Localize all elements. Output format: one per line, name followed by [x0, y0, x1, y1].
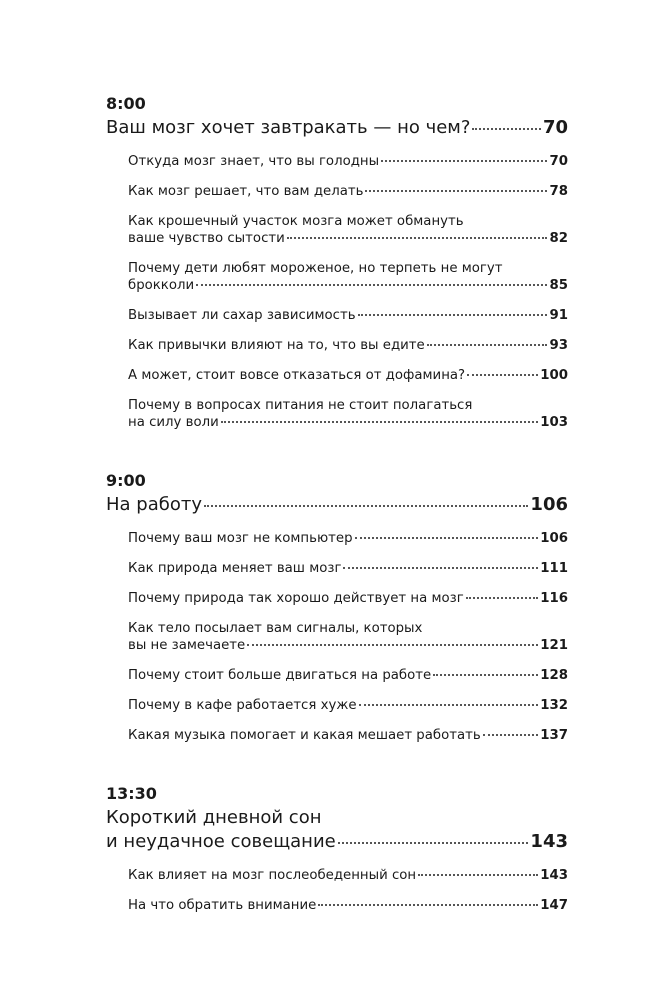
chapter-title-line: Короткий дневной сон: [106, 807, 322, 828]
page-number: 93: [549, 338, 568, 353]
dot-leader: [358, 314, 548, 316]
subsection-title: ваше чувство сытости: [128, 231, 285, 246]
subsection-line: [128, 667, 568, 684]
subsection-title: Как природа меняет ваш мозг: [128, 561, 342, 576]
page-number: 82: [549, 231, 568, 246]
subsection-line: [128, 230, 568, 247]
subsection-line: [128, 367, 568, 384]
subsection-title: На что обратить внимание: [128, 898, 317, 913]
chapter-entry: [106, 116, 568, 140]
subsection-entry: [128, 307, 568, 324]
section-time: 8:00: [106, 94, 146, 113]
subsection-entry: [128, 590, 568, 607]
subsection-title: Как влияет на мозг послеобеденный сон: [128, 868, 417, 883]
table-of-contents: [106, 94, 568, 954]
page-number: 147: [540, 898, 568, 913]
dot-leader: [343, 567, 538, 569]
subsection-title-line: Как крошечный участок мозга может обмануть: [128, 214, 464, 229]
subsection-title-line: Как тело посылает вам сигналы, которых: [128, 621, 423, 636]
section-time: 13:30: [106, 784, 157, 803]
dot-leader: [196, 284, 547, 286]
subsection-entry: [128, 213, 568, 247]
dot-leader: [466, 597, 539, 599]
subsection-entry: [128, 697, 568, 714]
subsection-line: [128, 530, 568, 547]
toc-section: [106, 471, 568, 744]
dot-leader: [365, 190, 547, 192]
toc-section: [106, 784, 568, 914]
subsection-line: [128, 153, 568, 170]
dot-leader: [433, 674, 538, 676]
subsection-line: [128, 307, 568, 324]
page-number: 116: [540, 591, 568, 606]
subsection-line: [128, 897, 568, 914]
subsection-line: [128, 727, 568, 744]
chapter-title: и неудачное совещание: [106, 831, 336, 852]
subsection-title: Вызывает ли сахар зависимость: [128, 308, 356, 323]
subsection-title: вы не замечаете: [128, 638, 246, 653]
page-number: 100: [540, 368, 568, 383]
subsection-entry: [128, 727, 568, 744]
page-number: 106: [540, 531, 568, 546]
page-number: 85: [549, 278, 568, 293]
page-number: 143: [540, 868, 568, 883]
subsection-entry: [128, 367, 568, 384]
dot-leader: [355, 537, 539, 539]
subsection-entry: [128, 667, 568, 684]
subsection-title: брокколи: [128, 278, 195, 293]
subsection-line: [128, 337, 568, 354]
dot-leader: [247, 644, 538, 646]
dot-leader: [338, 842, 529, 844]
subsection-line: [128, 277, 568, 294]
subsection-title: Почему стоит больше двигаться на работе: [128, 668, 432, 683]
subsection-line: [128, 414, 568, 431]
subsection-line: [128, 697, 568, 714]
subsection-title-line: Почему в вопросах питания не стоит полагаться: [128, 398, 473, 413]
subsection-title: Какая музыка помогает и какая мешает работать: [128, 728, 481, 743]
subsection-title-line: Почему дети любят мороженое, но терпеть не могут: [128, 261, 503, 276]
subsection-entry: [128, 397, 568, 431]
chapter-entry: [106, 806, 568, 854]
page-number: 121: [540, 638, 568, 653]
dot-leader: [287, 237, 548, 239]
subsection-entry: [128, 260, 568, 294]
subsection-title: Как мозг решает, что вам делать: [128, 184, 364, 199]
page-number: 70: [542, 117, 568, 138]
subsection-entry: [128, 867, 568, 884]
page-number: 91: [549, 308, 568, 323]
page-number: 70: [549, 154, 568, 169]
subsection-entry: [128, 337, 568, 354]
dot-leader: [221, 421, 539, 423]
page-number: 128: [540, 668, 568, 683]
dot-leader: [467, 374, 538, 376]
subsection-entry: [128, 183, 568, 200]
page-number: 132: [540, 698, 568, 713]
chapter-line: [106, 830, 568, 854]
subsection-title: Почему ваш мозг не компьютер: [128, 531, 353, 546]
chapter-line: [106, 116, 568, 140]
subsection-title: Почему в кафе работается хуже: [128, 698, 357, 713]
chapter-title: На работу: [106, 494, 202, 515]
dot-leader: [381, 160, 547, 162]
subsection-line: [128, 183, 568, 200]
subsection-title: на силу воли: [128, 415, 219, 430]
subsection-title: Откуда мозг знает, что вы голодны: [128, 154, 380, 169]
subsection-line: [128, 560, 568, 577]
dot-leader: [472, 128, 541, 130]
section-time: 9:00: [106, 471, 146, 490]
chapter-entry: [106, 493, 568, 517]
subsection-title: Как привычки влияют на то, что вы едите: [128, 338, 425, 353]
subsection-entry: [128, 153, 568, 170]
chapter-title: Ваш мозг хочет завтракать — но чем?: [106, 117, 471, 138]
dot-leader: [204, 505, 528, 507]
dot-leader: [318, 904, 538, 906]
chapter-line: [106, 493, 568, 517]
page-number: 143: [530, 831, 568, 852]
page-number: 78: [549, 184, 568, 199]
toc-section: [106, 94, 568, 431]
subsection-entry: [128, 620, 568, 654]
subsection-entry: [128, 530, 568, 547]
subsection-title: А может, стоит вовсе отказаться от дофамина?: [128, 368, 466, 383]
dot-leader: [483, 734, 539, 736]
page-number: 106: [530, 494, 568, 515]
subsection-line: [128, 637, 568, 654]
page-number: 137: [540, 728, 568, 743]
subsection-entry: [128, 560, 568, 577]
page-number: 111: [540, 561, 568, 576]
dot-leader: [418, 874, 538, 876]
dot-leader: [359, 704, 539, 706]
subsection-entry: [128, 897, 568, 914]
subsection-line: [128, 867, 568, 884]
subsection-line: [128, 590, 568, 607]
page-number: 103: [540, 415, 568, 430]
subsection-title: Почему природа так хорошо действует на мозг: [128, 591, 464, 606]
dot-leader: [427, 344, 548, 346]
